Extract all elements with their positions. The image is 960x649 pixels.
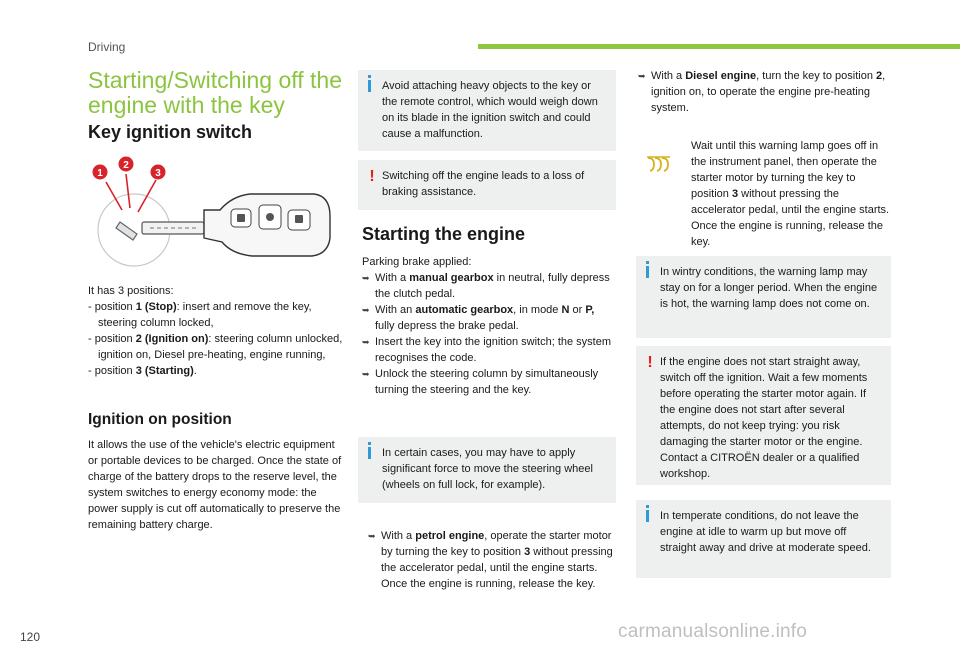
arrow-bullet-icon: ➥ xyxy=(638,71,646,81)
position-item: - position 1 (Stop): insert and remove the key, steering column locked, xyxy=(88,301,312,329)
section-label: Driving xyxy=(88,40,126,54)
steps-intro: Parking brake applied: xyxy=(362,256,472,268)
info-icon xyxy=(368,75,371,78)
callout-1: 1 xyxy=(97,168,103,179)
section-header-bar xyxy=(478,44,960,49)
info-icon xyxy=(646,261,649,264)
positions-block xyxy=(88,283,343,379)
callout-3: 3 xyxy=(155,168,161,179)
heading-ignition-on-position: Ignition on position xyxy=(88,411,232,428)
info-note-wintry: In wintry conditions, the warning lamp may stay on for a longer period. When the engine is hot, the warning lamp does not come on. xyxy=(636,256,891,338)
step-item: ➥ With a manual gearbox in neutral, fully depress the clutch pedal. xyxy=(362,272,610,300)
diesel-engine-text: ➥ With a Diesel engine, turn the key to position 2, ignition on, to operate the engine pre-heating system. xyxy=(638,70,886,114)
positions-intro: It has 3 positions: xyxy=(88,285,174,297)
arrow-bullet-icon: ➥ xyxy=(362,273,370,283)
warning-icon: ! xyxy=(647,354,653,371)
step-item: ➥ Insert the key into the ignition switch; the system recognises the code. xyxy=(362,336,612,364)
warning-note-braking: ! Switching off the engine leads to a loss of braking assistance. xyxy=(358,160,616,210)
arrow-bullet-icon: ➥ xyxy=(368,531,376,541)
warning-lamp-text: Wait until this warning lamp goes off in the instrument panel, then operate the starter motor by turning the key to position 3 without pressing the accelerator pedal, until the engine starts. Once the engine is running, release the key. xyxy=(691,140,890,248)
starting-steps-block xyxy=(362,254,616,398)
warning-icon: ! xyxy=(369,168,375,185)
info-note-steering-force: In certain cases, you may have to apply significant force to move the steering wheel (wheels on full lock, for example). xyxy=(358,437,616,503)
info-note-heavy-objects: Avoid attaching heavy objects to the key or the remote control, which would weigh down on its blade in the ignition switch and could cause a malfunction. xyxy=(358,70,616,151)
step-item: ➥ Unlock the steering column by simultaneously turning the steering and the key. xyxy=(362,368,599,396)
warning-note-engine-not-start: ! If the engine does not start straight away, switch off the ignition. Wait a few moments before operating the starter motor again. If the engine does not start after several attempts, do not keep trying: you risk damaging the starter motor or the engine. Contact a CITROËN dealer or a qualified workshop. xyxy=(636,346,891,485)
watermark: carmanualsonline.info xyxy=(618,621,808,642)
petrol-engine-text: ➥ With a petrol engine, operate the starter motor by turning the key to position 3 without pressing the accelerator pedal, until the engine starts. Once the engine is running, release the key. xyxy=(368,530,613,590)
info-icon xyxy=(368,442,371,445)
info-icon xyxy=(646,505,649,508)
position-item: - position 2 (Ignition on): steering column unlocked, ignition on, Diesel pre-heating, engine running, xyxy=(88,333,343,361)
step-item: ➥ With an automatic gearbox, in mode N or P, fully depress the brake pedal. xyxy=(362,304,595,332)
heading-key-ignition-switch: Key ignition switch xyxy=(88,122,253,142)
ignition-on-text: It allows the use of the vehicle's electric equipment or portable devices to be charged. Once the state of charge of the battery drops to the reserve level, the system switches to energy economy mode: the power supply is cut off automatically to preserve the remaining battery charge. xyxy=(88,439,342,531)
arrow-bullet-icon: ➥ xyxy=(362,305,370,315)
key-ignition-illustration xyxy=(92,150,342,280)
page-title: Starting/Switching off the engine with the key xyxy=(88,67,342,118)
callout-2: 2 xyxy=(123,160,129,171)
glow-plug-warning-lamp-icon xyxy=(646,154,672,174)
heading-starting-the-engine: Starting the engine xyxy=(362,224,526,244)
arrow-bullet-icon: ➥ xyxy=(362,369,370,379)
position-item: - position 3 (Starting). xyxy=(88,365,197,377)
info-note-temperate: In temperate conditions, do not leave the engine at idle to warm up but move off straight away and drive at moderate speed. xyxy=(636,500,891,578)
page-number: 120 xyxy=(20,630,41,644)
arrow-bullet-icon: ➥ xyxy=(362,337,370,347)
